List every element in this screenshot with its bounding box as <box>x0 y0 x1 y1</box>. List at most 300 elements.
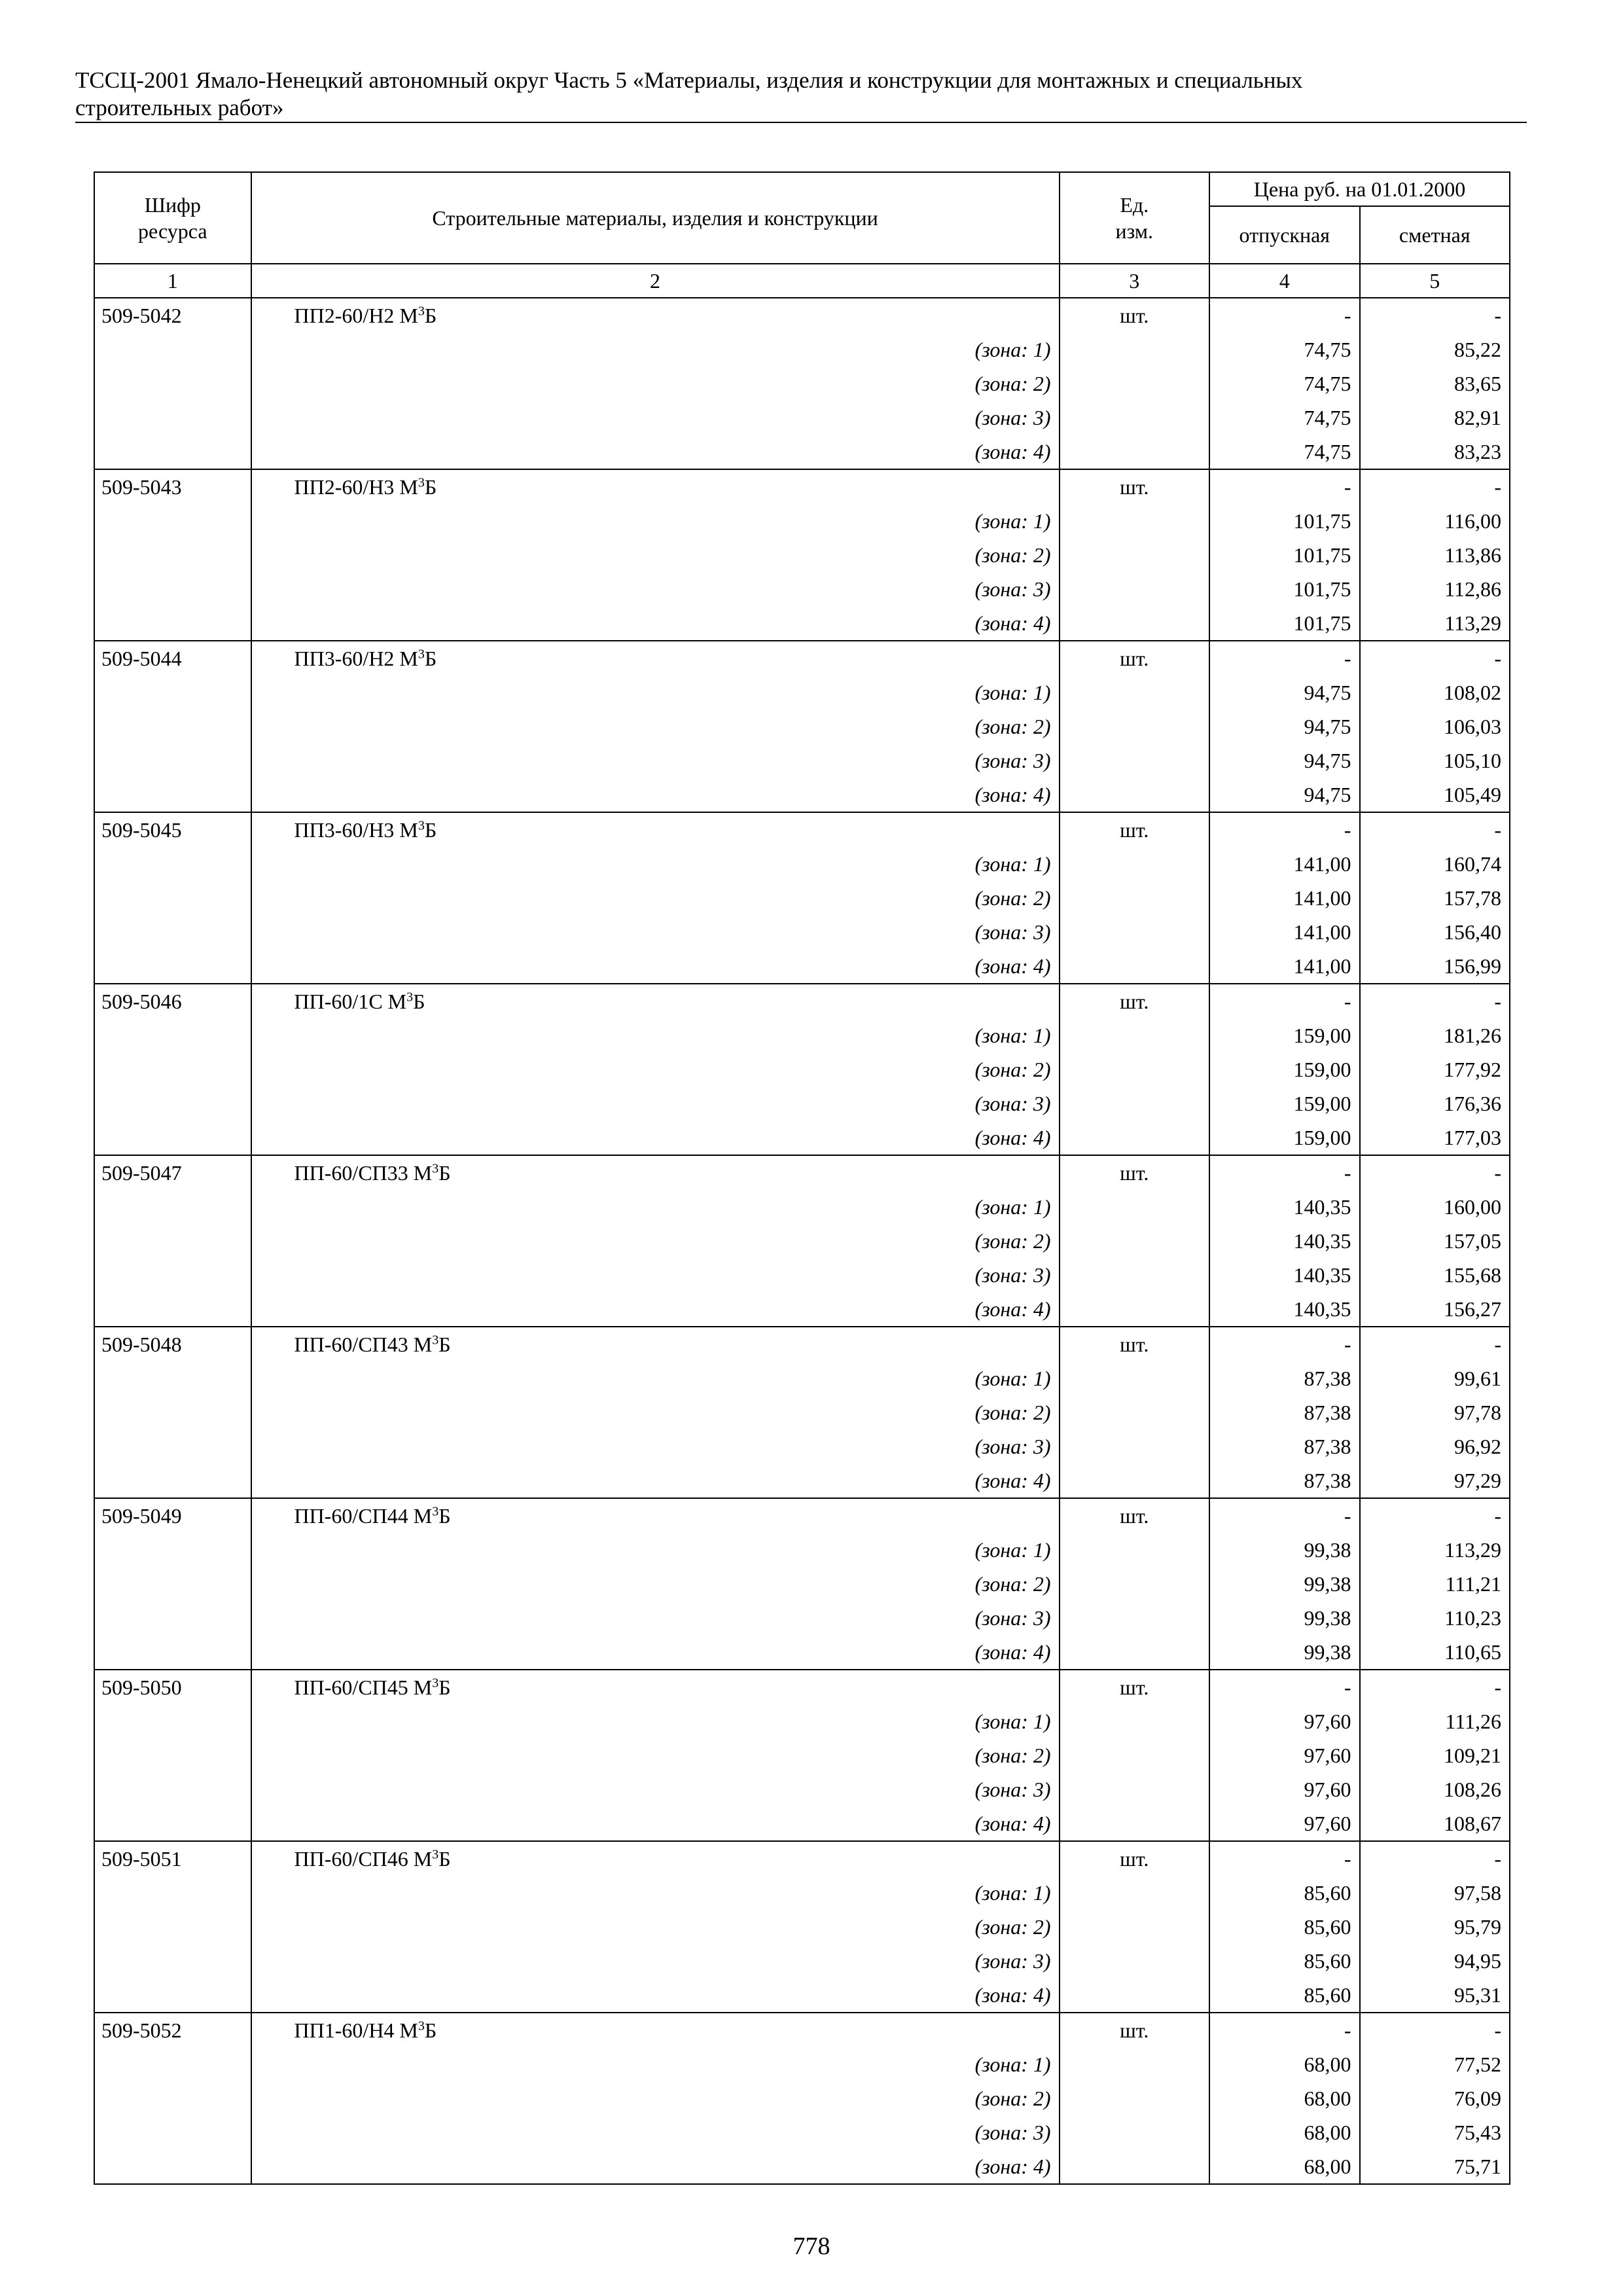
page-header <box>75 67 1522 122</box>
price-estimate: - <box>1360 469 1510 504</box>
zone-price-release: 140,35 <box>1209 1292 1359 1327</box>
price-estimate: - <box>1360 1155 1510 1190</box>
zone-row <box>94 1738 1510 1772</box>
unit-empty <box>1060 1086 1209 1121</box>
zone-price-estimate: 111,26 <box>1360 1704 1510 1738</box>
resource-code-empty <box>94 1429 251 1463</box>
zone-row <box>94 1601 1510 1635</box>
zone-price-release: 94,75 <box>1209 744 1359 778</box>
zone-price-estimate: 83,65 <box>1360 367 1510 401</box>
zone-price-release: 101,75 <box>1209 504 1359 538</box>
zone-row <box>94 1429 1510 1463</box>
zone-row <box>94 435 1510 469</box>
material-name-text: ПП-60/СП33 М <box>294 1161 433 1185</box>
unit-empty <box>1060 1533 1209 1567</box>
price-estimate: - <box>1360 2013 1510 2047</box>
unit-empty <box>1060 1463 1209 1498</box>
zone-price-estimate: 113,29 <box>1360 606 1510 641</box>
zone-label: (зона: 4) <box>251 606 1060 641</box>
zone-row <box>94 2149 1510 2184</box>
unit-empty <box>1060 1292 1209 1327</box>
resource-code-empty <box>94 2115 251 2149</box>
zone-label: (зона: 2) <box>251 709 1060 744</box>
zone-row <box>94 847 1510 881</box>
material-name-suffix: Б <box>438 1847 451 1871</box>
unit-empty <box>1060 709 1209 744</box>
resource-code-empty <box>94 367 251 401</box>
zone-price-release: 141,00 <box>1209 881 1359 915</box>
zone-label: (зона: 4) <box>251 435 1060 469</box>
zone-price-release: 141,00 <box>1209 847 1359 881</box>
zone-price-estimate: 108,26 <box>1360 1772 1510 1806</box>
unit-empty <box>1060 1361 1209 1395</box>
zone-label: (зона: 2) <box>251 881 1060 915</box>
zone-price-release: 68,00 <box>1209 2149 1359 2184</box>
resource-code-empty <box>94 675 251 709</box>
material-name-suffix: Б <box>438 1676 451 1699</box>
unit-empty <box>1060 1704 1209 1738</box>
zone-row <box>94 538 1510 572</box>
table-row <box>94 1498 1510 1533</box>
zone-label: (зона: 4) <box>251 2149 1060 2184</box>
zone-price-estimate: 97,58 <box>1360 1876 1510 1910</box>
col-header-release: отпускная <box>1209 206 1359 264</box>
zone-price-release: 74,75 <box>1209 367 1359 401</box>
zone-label: (зона: 3) <box>251 744 1060 778</box>
table-row <box>94 1155 1510 1190</box>
zone-price-release: 85,60 <box>1209 1978 1359 2013</box>
unit-empty <box>1060 1876 1209 1910</box>
resource-code-empty <box>94 1806 251 1841</box>
resource-code-empty <box>94 778 251 812</box>
resource-code-empty <box>94 1533 251 1567</box>
material-name-suffix: Б <box>424 475 437 499</box>
resource-code-empty <box>94 2149 251 2184</box>
table-row <box>94 469 1510 504</box>
zone-label: (зона: 4) <box>251 1978 1060 2013</box>
zone-row <box>94 504 1510 538</box>
zone-row <box>94 709 1510 744</box>
header-divider <box>75 122 1527 123</box>
material-name-superscript: 3 <box>432 1504 439 1519</box>
material-name-text: ПП3-60/Н3 М <box>294 818 418 842</box>
zone-price-release: 99,38 <box>1209 1567 1359 1601</box>
material-name-superscript: 3 <box>418 304 425 319</box>
material-name-superscript: 3 <box>418 818 425 833</box>
unit-value: шт. <box>1060 1841 1209 1876</box>
zone-price-estimate: 106,03 <box>1360 709 1510 744</box>
zone-price-estimate: 177,03 <box>1360 1121 1510 1155</box>
zone-row <box>94 1121 1510 1155</box>
zone-label: (зона: 1) <box>251 1533 1060 1567</box>
zone-price-release: 68,00 <box>1209 2047 1359 2081</box>
resource-code-empty <box>94 1567 251 1601</box>
resource-code: 509-5047 <box>94 1155 251 1190</box>
zone-price-release: 159,00 <box>1209 1018 1359 1052</box>
unit-empty <box>1060 1567 1209 1601</box>
zone-row <box>94 744 1510 778</box>
unit-empty <box>1060 2149 1209 2184</box>
zone-row <box>94 1772 1510 1806</box>
material-name <box>251 2013 1060 2047</box>
zone-row <box>94 606 1510 641</box>
zone-label: (зона: 4) <box>251 1292 1060 1327</box>
zone-price-release: 99,38 <box>1209 1601 1359 1635</box>
zone-label: (зона: 2) <box>251 2081 1060 2115</box>
zone-price-estimate: 113,86 <box>1360 538 1510 572</box>
material-name <box>251 469 1060 504</box>
zone-price-estimate: 108,02 <box>1360 675 1510 709</box>
zone-price-estimate: 97,78 <box>1360 1395 1510 1429</box>
resource-code-empty <box>94 1876 251 1910</box>
unit-empty <box>1060 744 1209 778</box>
material-name-text: ПП-60/СП46 М <box>294 1847 433 1871</box>
zone-row <box>94 1052 1510 1086</box>
unit-empty <box>1060 1018 1209 1052</box>
zone-label: (зона: 4) <box>251 1463 1060 1498</box>
price-release: - <box>1209 1155 1359 1190</box>
material-name-text: ПП2-60/Н3 М <box>294 475 418 499</box>
zone-label: (зона: 4) <box>251 1635 1060 1670</box>
zone-label: (зона: 1) <box>251 1361 1060 1395</box>
zone-row <box>94 1533 1510 1567</box>
material-name-superscript: 3 <box>432 1161 439 1176</box>
resource-code: 509-5046 <box>94 984 251 1018</box>
unit-value: шт. <box>1060 1670 1209 1704</box>
zone-label: (зона: 1) <box>251 1704 1060 1738</box>
zone-price-estimate: 156,27 <box>1360 1292 1510 1327</box>
column-number: 4 <box>1209 264 1359 298</box>
material-name <box>251 1841 1060 1876</box>
zone-label: (зона: 4) <box>251 1806 1060 1841</box>
zone-price-release: 94,75 <box>1209 778 1359 812</box>
resource-code-empty <box>94 1292 251 1327</box>
zone-row <box>94 1635 1510 1670</box>
zone-row <box>94 401 1510 435</box>
zone-row <box>94 332 1510 367</box>
zone-row <box>94 2115 1510 2149</box>
price-estimate: - <box>1360 298 1510 332</box>
zone-price-estimate: 94,95 <box>1360 1944 1510 1978</box>
unit-empty <box>1060 401 1209 435</box>
table-row <box>94 298 1510 332</box>
zone-price-release: 101,75 <box>1209 572 1359 606</box>
zone-price-release: 97,60 <box>1209 1806 1359 1841</box>
resource-code-empty <box>94 504 251 538</box>
zone-price-estimate: 95,79 <box>1360 1910 1510 1944</box>
price-table <box>94 171 1510 2185</box>
zone-row <box>94 915 1510 949</box>
material-name-suffix: Б <box>438 1504 451 1528</box>
resource-code-empty <box>94 2081 251 2115</box>
zone-price-estimate: 156,40 <box>1360 915 1510 949</box>
unit-value: шт. <box>1060 984 1209 1018</box>
unit-empty <box>1060 1601 1209 1635</box>
zone-price-release: 99,38 <box>1209 1533 1359 1567</box>
resource-code-empty <box>94 881 251 915</box>
unit-empty <box>1060 2047 1209 2081</box>
zone-row <box>94 1806 1510 1841</box>
unit-empty <box>1060 1224 1209 1258</box>
zone-row <box>94 1876 1510 1910</box>
zone-row <box>94 881 1510 915</box>
unit-value: шт. <box>1060 2013 1209 2047</box>
price-release: - <box>1209 1327 1359 1361</box>
zone-row <box>94 1910 1510 1944</box>
zone-price-estimate: 156,99 <box>1360 949 1510 984</box>
price-estimate: - <box>1360 1498 1510 1533</box>
zone-price-release: 141,00 <box>1209 949 1359 984</box>
zone-price-estimate: 157,05 <box>1360 1224 1510 1258</box>
resource-code: 509-5048 <box>94 1327 251 1361</box>
zone-price-estimate: 177,92 <box>1360 1052 1510 1086</box>
zone-label: (зона: 3) <box>251 2115 1060 2149</box>
zone-row <box>94 572 1510 606</box>
zone-row <box>94 1567 1510 1601</box>
page-number: 778 <box>793 2233 830 2260</box>
price-release: - <box>1209 2013 1359 2047</box>
price-estimate: - <box>1360 1841 1510 1876</box>
material-name-superscript: 3 <box>432 1676 439 1691</box>
zone-price-release: 87,38 <box>1209 1361 1359 1395</box>
zone-price-estimate: 99,61 <box>1360 1361 1510 1395</box>
resource-code-empty <box>94 572 251 606</box>
zone-price-estimate: 160,74 <box>1360 847 1510 881</box>
unit-empty <box>1060 1635 1209 1670</box>
zone-row <box>94 1258 1510 1292</box>
zone-price-estimate: 176,36 <box>1360 1086 1510 1121</box>
zone-price-release: 85,60 <box>1209 1876 1359 1910</box>
column-number-row <box>94 264 1510 298</box>
resource-code-empty <box>94 1704 251 1738</box>
zone-row <box>94 1292 1510 1327</box>
zone-label: (зона: 3) <box>251 1429 1060 1463</box>
resource-code-empty <box>94 744 251 778</box>
resource-code: 509-5042 <box>94 298 251 332</box>
zone-price-release: 87,38 <box>1209 1463 1359 1498</box>
table-row <box>94 2013 1510 2047</box>
unit-empty <box>1060 847 1209 881</box>
zone-price-release: 85,60 <box>1209 1944 1359 1978</box>
material-name-superscript: 3 <box>418 647 425 662</box>
resource-code-empty <box>94 606 251 641</box>
unit-empty <box>1060 332 1209 367</box>
unit-empty <box>1060 367 1209 401</box>
unit-empty <box>1060 1772 1209 1806</box>
zone-price-estimate: 108,67 <box>1360 1806 1510 1841</box>
table-row <box>94 812 1510 847</box>
table-row <box>94 641 1510 675</box>
unit-empty <box>1060 2081 1209 2115</box>
price-release: - <box>1209 1670 1359 1704</box>
resource-code: 509-5043 <box>94 469 251 504</box>
zone-row <box>94 1978 1510 2013</box>
resource-code-empty <box>94 1772 251 1806</box>
zone-label: (зона: 2) <box>251 538 1060 572</box>
column-number: 5 <box>1360 264 1510 298</box>
unit-value: шт. <box>1060 1155 1209 1190</box>
price-estimate: - <box>1360 1327 1510 1361</box>
zone-label: (зона: 3) <box>251 915 1060 949</box>
resource-code-empty <box>94 435 251 469</box>
material-name <box>251 298 1060 332</box>
price-release: - <box>1209 812 1359 847</box>
zone-row <box>94 2081 1510 2115</box>
material-name-text: ПП-60/СП45 М <box>294 1676 433 1699</box>
zone-label: (зона: 1) <box>251 847 1060 881</box>
zone-label: (зона: 1) <box>251 504 1060 538</box>
zone-price-release: 94,75 <box>1209 675 1359 709</box>
resource-code-empty <box>94 538 251 572</box>
zone-row <box>94 1463 1510 1498</box>
zone-price-release: 159,00 <box>1209 1121 1359 1155</box>
zone-row <box>94 949 1510 984</box>
zone-price-release: 68,00 <box>1209 2081 1359 2115</box>
resource-code: 509-5052 <box>94 2013 251 2047</box>
unit-empty <box>1060 778 1209 812</box>
col-header-price: Цена руб. на 01.01.2000 <box>1209 172 1510 206</box>
zone-row <box>94 675 1510 709</box>
unit-value: шт. <box>1060 1327 1209 1361</box>
zone-price-release: 94,75 <box>1209 709 1359 744</box>
zone-price-estimate: 155,68 <box>1360 1258 1510 1292</box>
resource-code: 509-5051 <box>94 1841 251 1876</box>
resource-code-empty <box>94 1978 251 2013</box>
resource-code-empty <box>94 1224 251 1258</box>
resource-code-empty <box>94 1052 251 1086</box>
zone-price-estimate: 97,29 <box>1360 1463 1510 1498</box>
material-name <box>251 984 1060 1018</box>
zone-price-estimate: 75,71 <box>1360 2149 1510 2184</box>
zone-label: (зона: 3) <box>251 401 1060 435</box>
price-release: - <box>1209 984 1359 1018</box>
unit-empty <box>1060 915 1209 949</box>
zone-price-release: 87,38 <box>1209 1429 1359 1463</box>
zone-price-release: 85,60 <box>1209 1910 1359 1944</box>
zone-price-release: 140,35 <box>1209 1190 1359 1224</box>
table-row <box>94 1670 1510 1704</box>
zone-row <box>94 2047 1510 2081</box>
unit-value: шт. <box>1060 469 1209 504</box>
zone-price-estimate: 75,43 <box>1360 2115 1510 2149</box>
resource-code-empty <box>94 1601 251 1635</box>
resource-code: 509-5044 <box>94 641 251 675</box>
zone-row <box>94 367 1510 401</box>
unit-empty <box>1060 1190 1209 1224</box>
unit-empty <box>1060 504 1209 538</box>
material-name-text: ПП-60/1С М <box>294 990 407 1013</box>
zone-row <box>94 1361 1510 1395</box>
zone-price-release: 74,75 <box>1209 401 1359 435</box>
zone-price-release: 140,35 <box>1209 1258 1359 1292</box>
zone-price-release: 97,60 <box>1209 1704 1359 1738</box>
material-name <box>251 1670 1060 1704</box>
zone-row <box>94 1190 1510 1224</box>
resource-code-empty <box>94 847 251 881</box>
zone-label: (зона: 1) <box>251 1190 1060 1224</box>
zone-price-estimate: 160,00 <box>1360 1190 1510 1224</box>
column-number: 1 <box>94 264 251 298</box>
zone-price-estimate: 111,21 <box>1360 1567 1510 1601</box>
col-header-unit: Ед. изм. <box>1060 172 1209 264</box>
zone-label: (зона: 2) <box>251 1567 1060 1601</box>
unit-empty <box>1060 1806 1209 1841</box>
zone-label: (зона: 1) <box>251 2047 1060 2081</box>
unit-empty <box>1060 1978 1209 2013</box>
col-header-name: Строительные материалы, изделия и конструкции <box>251 172 1060 264</box>
resource-code-empty <box>94 401 251 435</box>
zone-label: (зона: 2) <box>251 1738 1060 1772</box>
resource-code-empty <box>94 949 251 984</box>
column-number: 3 <box>1060 264 1209 298</box>
zone-price-estimate: 157,78 <box>1360 881 1510 915</box>
material-name-text: ПП1-60/Н4 М <box>294 2018 418 2042</box>
material-name-text: ПП-60/СП43 М <box>294 1333 433 1356</box>
unit-empty <box>1060 572 1209 606</box>
resource-code-empty <box>94 1395 251 1429</box>
unit-empty <box>1060 1910 1209 1944</box>
zone-price-release: 97,60 <box>1209 1772 1359 1806</box>
resource-code-empty <box>94 2047 251 2081</box>
unit-empty <box>1060 1395 1209 1429</box>
material-name-superscript: 3 <box>418 475 425 490</box>
zone-label: (зона: 4) <box>251 1121 1060 1155</box>
zone-row <box>94 1944 1510 1978</box>
unit-empty <box>1060 949 1209 984</box>
zone-row <box>94 1018 1510 1052</box>
resource-code-empty <box>94 1910 251 1944</box>
table-row <box>94 984 1510 1018</box>
material-name <box>251 1498 1060 1533</box>
material-name-text: ПП-60/СП44 М <box>294 1504 433 1528</box>
material-name-suffix: Б <box>424 818 437 842</box>
header-row <box>94 172 1510 206</box>
resource-code-empty <box>94 1635 251 1670</box>
price-estimate: - <box>1360 812 1510 847</box>
material-name-superscript: 3 <box>406 990 414 1005</box>
material-name <box>251 1327 1060 1361</box>
resource-code-empty <box>94 709 251 744</box>
unit-empty <box>1060 2115 1209 2149</box>
zone-label: (зона: 2) <box>251 1395 1060 1429</box>
zone-price-estimate: 85,22 <box>1360 332 1510 367</box>
zone-price-estimate: 77,52 <box>1360 2047 1510 2081</box>
price-estimate: - <box>1360 641 1510 675</box>
price-release: - <box>1209 1841 1359 1876</box>
unit-empty <box>1060 538 1209 572</box>
zone-label: (зона: 3) <box>251 1601 1060 1635</box>
unit-empty <box>1060 675 1209 709</box>
price-estimate: - <box>1360 984 1510 1018</box>
material-name-suffix: Б <box>424 647 437 670</box>
unit-empty <box>1060 1738 1209 1772</box>
resource-code: 509-5049 <box>94 1498 251 1533</box>
resource-code-empty <box>94 1944 251 1978</box>
zone-price-release: 99,38 <box>1209 1635 1359 1670</box>
unit-empty <box>1060 606 1209 641</box>
price-release: - <box>1209 1498 1359 1533</box>
resource-code-empty <box>94 1086 251 1121</box>
zone-price-release: 74,75 <box>1209 435 1359 469</box>
zone-label: (зона: 2) <box>251 1052 1060 1086</box>
material-name-superscript: 3 <box>432 1847 439 1862</box>
material-name-suffix: Б <box>424 2018 437 2042</box>
resource-code-empty <box>94 1258 251 1292</box>
zone-price-release: 97,60 <box>1209 1738 1359 1772</box>
resource-code-empty <box>94 915 251 949</box>
unit-value: шт. <box>1060 641 1209 675</box>
zone-price-estimate: 76,09 <box>1360 2081 1510 2115</box>
